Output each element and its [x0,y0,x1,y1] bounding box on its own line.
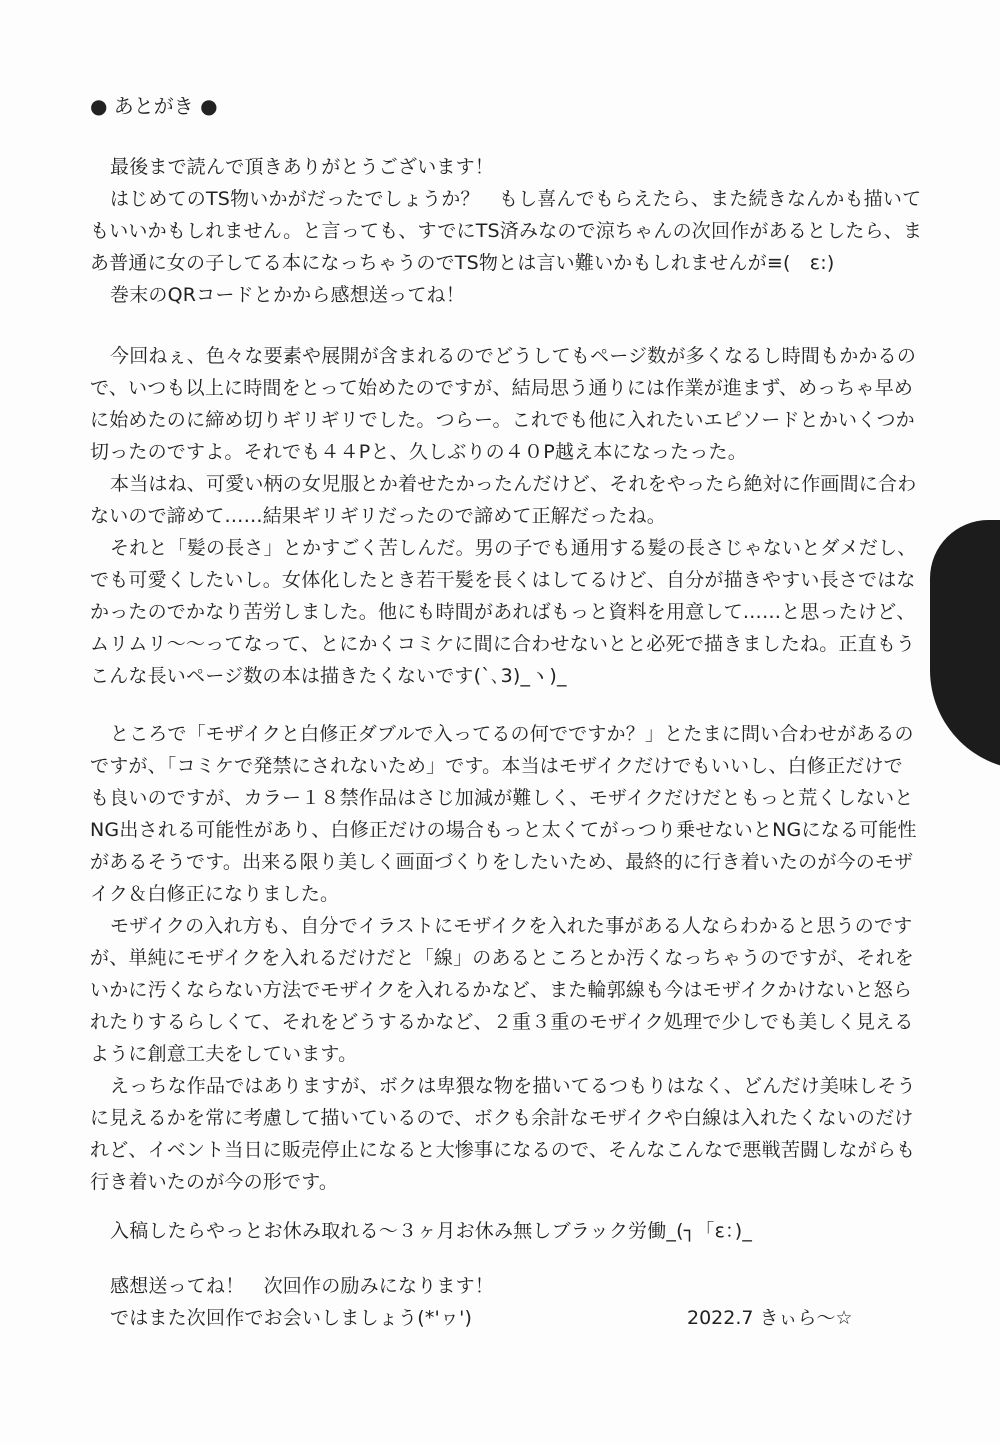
text-line: かったのでかなり苦労しました。他にも時間があればもっと資料を用意して……と思ったけど、 [90,601,916,623]
text-line: 最後まで読んで頂きありがとうございます！ [110,156,495,178]
afterword-heading: ● あとがき ● [90,94,218,118]
text-line: 切ったのですよ。それでも４４Pと、久しぶりの４０P越え本になったった。 [90,441,747,463]
text-line: それと「髪の長さ」とかすごく苦しんだ。男の子でも通用する髪の長さじゃないとダメだし、 [110,537,917,559]
text-line: ないので諦めて……結果ギリギリだったので諦めて正解だったね。 [90,505,667,527]
text-line: いかに汚くならない方法でモザイクを入れるかなど、また輪郭線も今はモザイクかけないと怒ら [90,979,913,1001]
text-line: れど、イベント当日に販売停止になると大惨事になるので、そんなこんなで悪戦苦闘しながらも [90,1139,916,1161]
text-line: に始めたのに締め切りギリギリでした。つらー。これでも他に入れたいエピソードとかいくつか [90,409,915,431]
text-line: モザイクの入れ方も、自分でイラストにモザイクを入れた事がある人ならわかると思うのです [110,915,913,937]
text-line: ように創意工夫をしています。 [90,1043,358,1065]
signature-date: 2022.7 きぃら〜☆ [687,1307,853,1329]
text-line: ムリムリ〜〜ってなって、とにかくコミケに間に合わせないとと必死で描きましたね。正直もう [90,633,916,655]
text-line: えっちな作品ではありますが、ボクは卑猥な物を描いてるつもりはなく、どんだけ美味しそう [110,1075,916,1097]
text-line: 今回ねぇ、色々な要素や展開が含まれるのでどうしてもページ数が多くなるし時間もかかるの [110,345,917,367]
text-line: 感想送ってね！ 次回作の励みになります！ [110,1275,495,1297]
text-line: こんな長いページ数の本は描きたくないです(`､3)_ヽ)_ [90,665,567,687]
text-line: ではまた次回作でお会いしましょう(*'ヮ') [110,1307,473,1329]
text-line: もいいかもしれません。と言っても、すでにTS済みなので涼ちゃんの次回作があるとしたら、ま [90,220,923,242]
text-line: に見えるかを常に考慮して描いているので、ボクも余計なモザイクや白線は入れたくないのだけ [90,1107,914,1129]
text-line: 行き着いたのが今の形です。 [90,1171,339,1193]
text-line: イク＆白修正になりました。 [90,883,340,905]
text-line: 入稿したらやっとお休み取れる〜３ヶ月お休み無しブラック労働_(┐「ε：)_ [110,1220,753,1242]
text-line: NG出される可能性があり、白修正だけの場合もっと太くてがっつり乗せないとNGになる可能性 [90,819,917,841]
text-line: で、いつも以上に時間をとって始めたのですが、結局思う通りには作業が進まず、めっちゃ早め [90,377,914,399]
text-line: が、単純にモザイクを入れるだけだと「線」のあるところとか汚くなっちゃうのですが、それを [90,947,914,969]
text-line: あ普通に女の子してる本になっちゃうのでTS物とは言い難いかもしれませんが≡( ε:) [90,252,835,274]
dark-shape-decoration [930,520,1000,770]
text-line: 本当はね、可愛い柄の女児服とか着せたかったんだけど、それをやったら絶対に作画間に合わ [110,473,917,495]
text-line: 巻末のQRコードとかから感想送ってね！ [110,284,465,306]
text-line: も良いのですが、カラー１８禁作品はさじ加減が難しく、モザイクだけだともっと荒くしないと [90,787,914,809]
text-line: ところで「モザイクと白修正ダブルで入ってるの何でですか？」とたまに問い合わせがあるの [110,723,914,745]
text-line: れたりするらしくて、それをどうするかなど、２重３重のモザイク処理で少しでも美しく見える [90,1011,914,1033]
text-line: はじめてのTS物いかがだったでしょうか？ もし喜んでもらえたら、また続きなんかも描いて [110,188,922,210]
text-line: ですが、「コミケで発禁にされないため」です。本当はモザイクだけでもいいし、白修正だけで [90,755,903,777]
text-line: があるそうです。出来る限り美しく画面づくりをしたいため、最終的に行き着いたのが今のモザ [90,851,914,873]
text-line: でも可愛くしたいし。女体化したとき若干髪を長くはしてるけど、自分が描きやすい長さではな [90,569,916,591]
